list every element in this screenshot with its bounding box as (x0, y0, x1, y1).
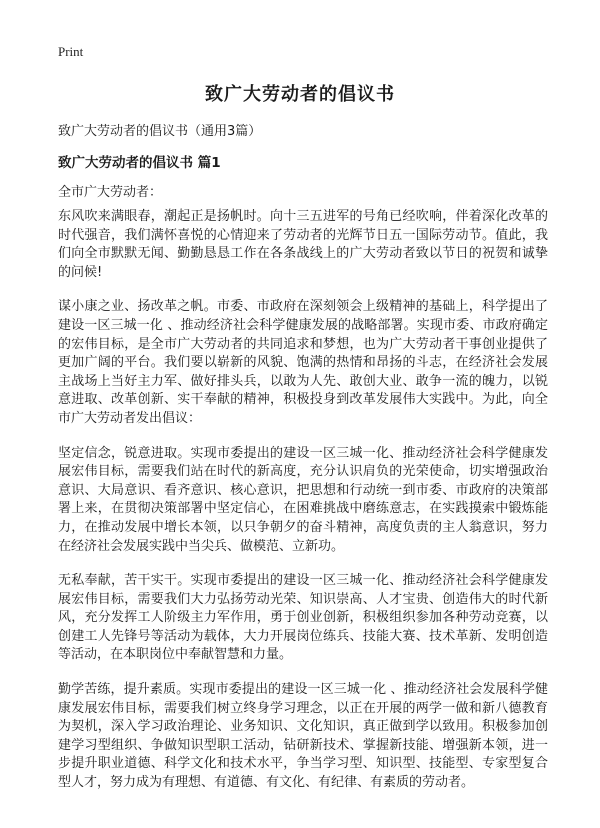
salutation: 全市广大劳动者： (58, 185, 163, 200)
paragraph: 勤学苦练，提升素质。实现市委提出的建设一区三城一化 、推动经济社会发展科学健康发展宏伟目标，需要我们树立终身学习理念，以正在开展的两学一做和新八德教育为契机，深入学习政治理论、业务知识、文化知识，真正做到学以致用。积极参加创建学习型组织、争做知识型职工活动，钻研新技术、掌握新技能、增强新本领，进一步提升职业道德、科学文化和技术水平，争当学习型、知识型、技能型、专家型复合型人才，努力成为有理想、有道德、有文化、有纪律、有素质的劳动者。 (58, 682, 548, 791)
paragraph: 无私奉献，苦干实干。实现市委提出的建设一区三城一化、推动经济社会科学健康发展宏伟目标，需要我们大力弘扬劳动光荣、知识崇高、人才宝贵、创造伟大的时代新风，充分发挥工人阶级主力军作用，勇于创业创新，积极组织参加各种劳动竞赛，以创建工人先锋号等活动为载体，大力开展岗位练兵、技能大赛、技术革新、发明创造等活动，在本职岗位中奉献智慧和力量。 (58, 573, 548, 663)
paragraph: 东风吹来满眼春，潮起正是扬帆时。向十三五进军的号角已经吹响，伴着深化改革的时代强音，我们满怀喜悦的心情迎来了劳动者的光辉节日五一国际劳动节。值此，我们向全市默默无闻、勤勤恳恳工作在各条战线上的广大劳动者致以节日的祝贺和诚挚的问候! (58, 209, 548, 280)
letter-body (58, 208, 548, 809)
section-heading: 致广大劳动者的倡议书 篇1 (58, 155, 221, 171)
paragraph: 谋小康之业、扬改革之帆。市委、市政府在深刻领会上级精神的基础上，科学提出了建设一区三城一化 、推动经济社会科学健康发展的战略部署。实现市委、市政府确定的宏伟目标，是全市广大劳动者的共同追求和梦想，也为广大劳动者干事创业提供了更加广阔的平台。我们要以崭新的风貌、饱满的热情和昂扬的斗志，在经济社会发展主战场上当好主力军、做好排头兵，以敢为人先、敢创大业、敢争一流的魄力，以锐意进取、改革创新、实干奉献的精神，积极投身到改革发展伟大实践中。为此，向全市广大劳动者发出倡议： (58, 299, 548, 426)
page-title: 致广大劳动者的倡议书 (205, 84, 395, 105)
document-subtitle: 致广大劳动者的倡议书（通用3篇） (58, 124, 262, 139)
paragraph: 坚定信念，锐意进取。实现市委提出的建设一区三城一化、推动经济社会科学健康发展宏伟目标，需要我们站在时代的新高度，充分认识肩负的光荣使命，切实增强政治意识、大局意识、看齐意识、核心意识，把思想和行动统一到市委、市政府的决策部署上来，在贯彻决策部署中坚定信心，在困难挑战中磨练意志，在实践摸索中锻炼能力，在推动发展中增长本领，以只争朝夕的奋斗精神，高度负责的主人翁意识，努力在经济社会发展实践中当尖兵、做模范、立新功。 (58, 445, 548, 554)
print-link[interactable]: Print (58, 44, 84, 59)
